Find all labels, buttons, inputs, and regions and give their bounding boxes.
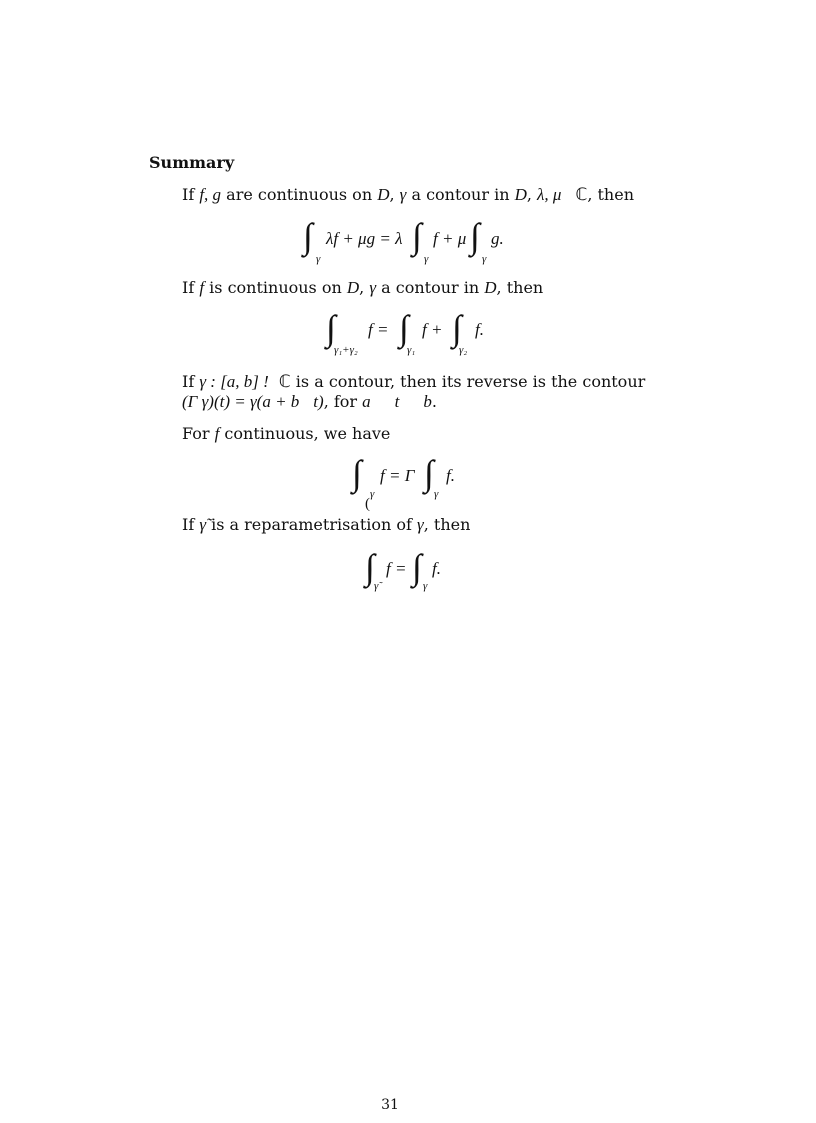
math-inline: (Γ γ)(t) = γ(a + b [182,392,300,411]
integral-sign: ∫ [424,453,434,493]
integral-sign: ∫ [303,216,313,256]
integral-sign: ∫ [399,308,409,348]
integral-subscript: γ [482,253,487,265]
text: is continuous on [204,278,347,297]
integral-subscript: γ [423,580,428,592]
text: , then [423,515,471,534]
math-inline: ℂ [278,372,291,391]
paragraph-reverse-contour-line1 [182,372,645,392]
text: are continuous on [221,185,378,204]
integral-subscript: γ [434,488,439,500]
integral-sign: ∫ [352,453,362,493]
text: If [182,278,200,297]
equation-term: f = Γ [380,466,415,485]
text: is a contour, then its reverse is the contour [290,372,646,391]
math-inline: γ [399,185,407,204]
integral-sign: ∫ [470,216,480,256]
math-inline: λ, μ [537,185,562,204]
text: a contour in [376,278,485,297]
integral-sign: ∫ [326,308,336,348]
equation-term: f = [368,320,389,339]
integral-sign: ∫ [452,308,462,348]
math-inline: t) [313,392,324,411]
math-inline: γ [417,515,424,534]
math-inline: f [214,424,220,443]
paragraph-continuous [182,424,390,444]
text: . [431,392,437,411]
integral-sign: ∫ [412,547,422,587]
math-inline: f, g [199,185,222,204]
math-inline: D [484,278,497,297]
math-inline: t [394,392,400,411]
text: continuous, we have [219,424,391,443]
paragraph-linearity [182,185,634,205]
math-inline: f [199,278,205,297]
paragraph-reverse-contour-line2 [182,392,437,412]
equation-term: f + [422,320,443,339]
paragraph-reparametrisation [182,515,470,535]
math-inline: D [377,185,390,204]
integral-sign: ∫ [412,216,422,256]
math-inline: γ : [a, b] ! [199,372,269,391]
text: , then [587,185,634,204]
section-heading: Summary [149,153,235,172]
text: If [182,372,200,391]
integral-subscript: γ [370,488,375,500]
math-inline: D [346,278,360,297]
text: For [182,424,215,443]
integral-subscript: γ [316,253,321,265]
integral-subscript: γ₂ [459,344,468,356]
math-inline: a [362,392,371,411]
equation-term: f. [446,466,455,485]
integral-sign: ∫ [365,547,375,587]
equation-term: f. [475,320,484,339]
integral-subscript: ( [365,496,370,512]
page-number: 31 [381,1097,399,1113]
math-inline: γ̃ [199,515,207,534]
math-inline: b [423,392,432,411]
text: , for [323,392,363,411]
text: is a reparametrisation of [206,515,418,534]
integral-subscript: γ [424,253,429,265]
paragraph-additivity [182,278,543,298]
text: , [389,185,400,204]
text: If [182,185,200,204]
equation-term: λf + μg = λ [326,229,403,248]
text: If [182,515,200,534]
text: , [359,278,370,297]
integral-subscript: γ̃ [374,580,379,592]
math-inline: D [514,185,527,204]
equation-term: g. [491,229,504,248]
equation-term: f = [386,559,407,578]
equation-term: f + μ [433,229,467,248]
integral-subscript: γ₁+γ₂ [334,344,358,356]
math-inline: ℂ [575,185,588,204]
integral-subscript: γ₁ [407,344,416,356]
math-inline: γ [369,278,377,297]
text: a contour in [406,185,515,204]
equation-term: f. [432,559,441,578]
text: , then [496,278,544,297]
text: , [526,185,538,204]
